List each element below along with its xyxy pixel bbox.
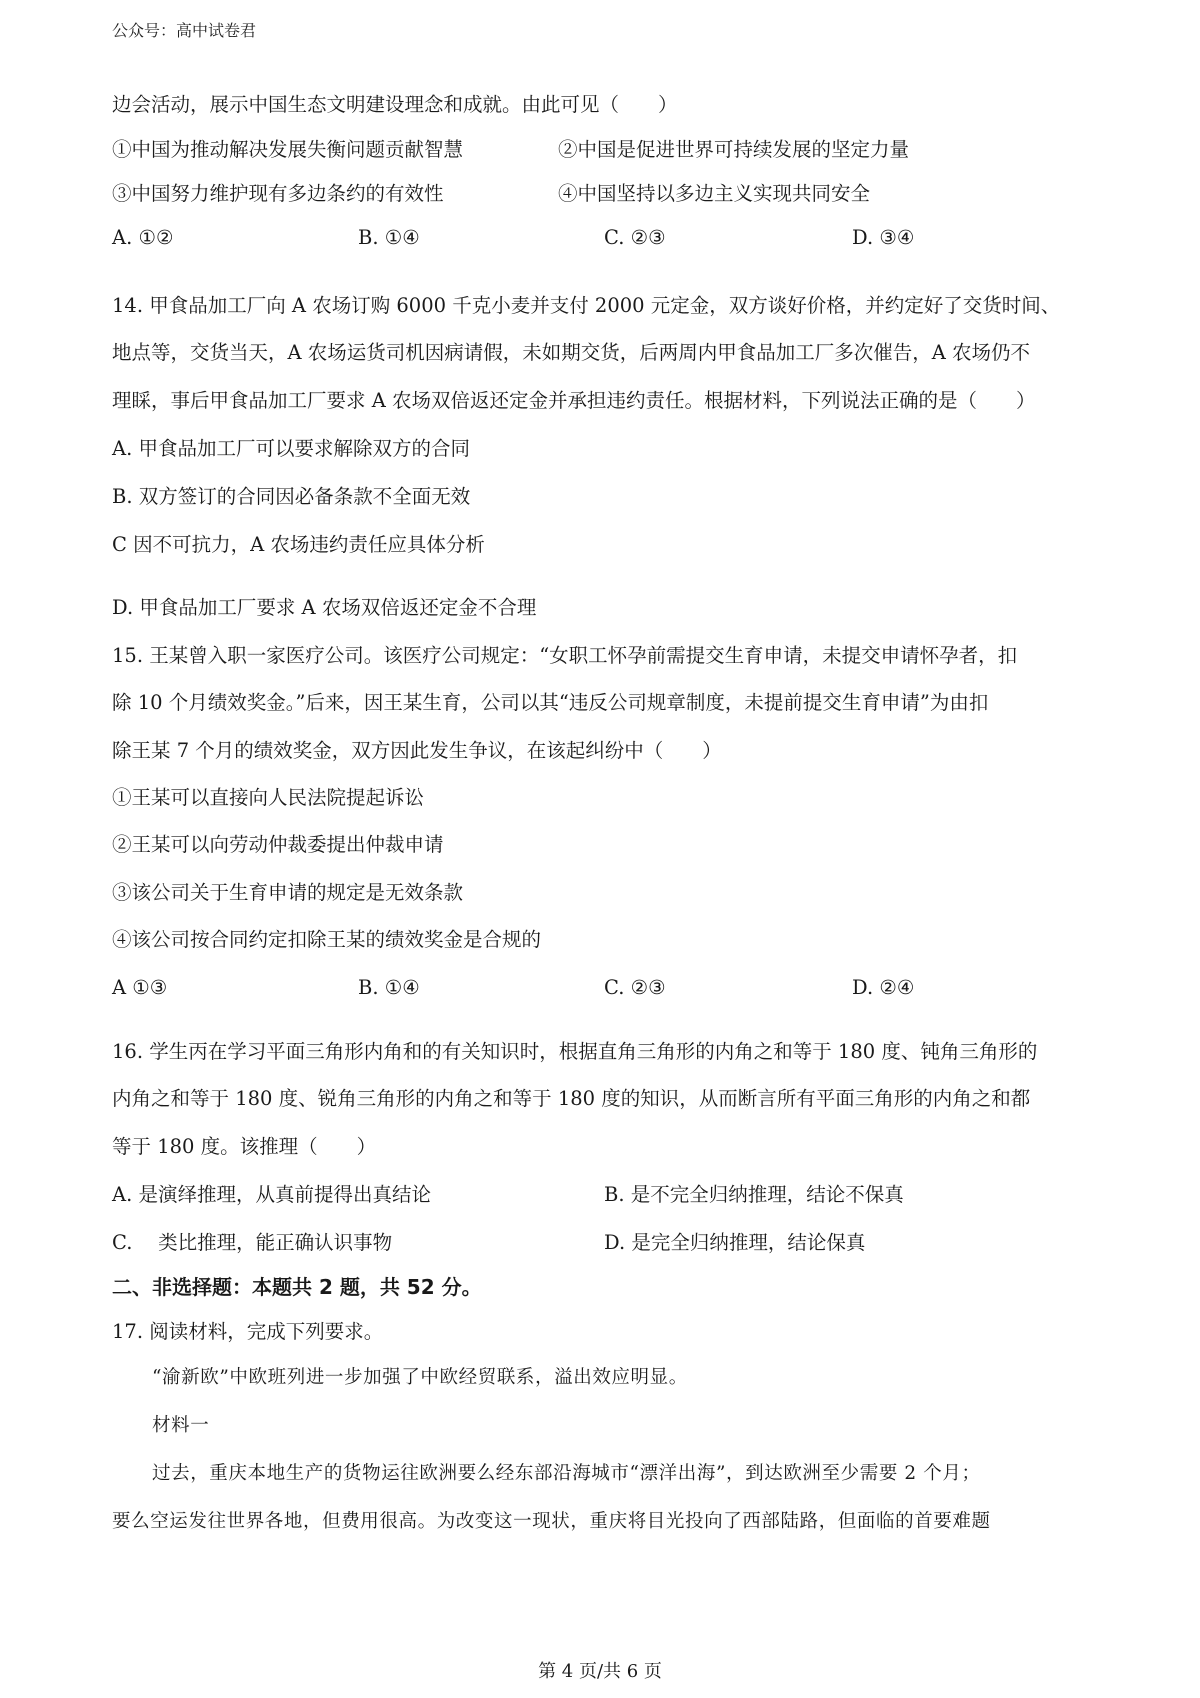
material-line: 要么空运发往世界各地，但费用很高。为改变这一现状，重庆将目光投向了西部陆路，但面临的首要难题 [112,1511,991,1532]
q13-option-b: B. ①④ [358,226,420,249]
q13-statement: ④中国坚持以多边主义实现共同安全 [558,182,871,205]
q15-option-b: B. ①④ [358,976,420,999]
q14-option-d: D. 甲食品加工厂要求 A 农场双倍返还定金不合理 [112,596,537,619]
q16-stem-line: 16. 学生丙在学习平面三角形内角和的有关知识时，根据直角三角形的内角之和等于 180 度、钝角三角形的 [112,1040,1038,1063]
q16-stem-line: 内角之和等于 180 度、锐角三角形的内角之和等于 180 度的知识，从而断言所有平面三角形的内角之和都 [112,1087,1031,1110]
q14-stem-line: 地点等，交货当天，A 农场运货司机因病请假，未如期交货，后两周内甲食品加工厂多次催告，A 农场仍不 [112,341,1031,364]
q17-intro: “渝新欧”中欧班列进一步加强了中欧经贸联系，溢出效应明显。 [152,1367,688,1388]
q13-option-a: A. ①② [112,226,174,249]
material-label: 材料一 [152,1415,210,1436]
q15-option-a: A ①③ [112,976,168,999]
q15-stem-line: 除王某 7 个月的绩效奖金，双方因此发生争议，在该起纠纷中（ ） [112,739,722,762]
q13-stem-tail: 边会活动，展示中国生态文明建设理念和成就。由此可见（ ） [112,93,678,116]
material-line: 过去，重庆本地生产的货物运往欧洲要么经东部沿海城市“漂洋出海”，到达欧洲至少需要 2 个月； [152,1463,981,1484]
q16-option-d: D. 是完全归纳推理，结论保真 [604,1231,866,1254]
q16-option-b: B. 是不完全归纳推理，结论不保真 [604,1183,904,1206]
q15-statement: ②王某可以向劳动仲裁委提出仲裁申请 [112,833,444,856]
source-header: 公众号：高中试卷君 [112,21,257,40]
q15-statement: ③该公司关于生育申请的规定是无效条款 [112,881,464,904]
q14-stem-line: 14. 甲食品加工厂向 A 农场订购 6000 千克小麦并支付 2000 元定金，双方谈好价格，并约定好了交货时间、 [112,294,1061,317]
q15-stem-line: 除 10 个月绩效奖金。”后来，因王某生育，公司以其“违反公司规章制度，未提前提交生育申请”为由扣 [112,691,989,714]
q15-option-d: D. ②④ [852,976,915,999]
section-heading: 二、非选择题：本题共 2 题，共 52 分。 [112,1275,482,1299]
q15-stem-line: 15. 王某曾入职一家医疗公司。该医疗公司规定：“女职工怀孕前需提交生育申请，未提交申请怀孕者，扣 [112,644,1018,667]
q16-option-a: A. 是演绎推理，从真前提得出真结论 [112,1183,431,1206]
q13-option-d: D. ③④ [852,226,915,249]
q14-stem-line: 理睬，事后甲食品加工厂要求 A 农场双倍返还定金并承担违约责任。根据材料，下列说法正确的是（ ） [112,389,1036,412]
q17-prompt: 17. 阅读材料，完成下列要求。 [112,1320,384,1343]
q13-statement: ②中国是促进世界可持续发展的坚定力量 [558,138,910,161]
q14-option-b: B. 双方签订的合同因必备条款不全面无效 [112,485,471,508]
q15-statement: ④该公司按合同约定扣除王某的绩效奖金是合规的 [112,928,542,951]
q16-option-c: C. 类比推理，能正确认识事物 [112,1231,393,1254]
q13-option-c: C. ②③ [604,226,666,249]
q14-option-c: C 因不可抗力，A 农场违约责任应具体分析 [112,533,485,556]
q13-statement: ①中国为推动解决发展失衡问题贡献智慧 [112,138,464,161]
page-number: 第 4 页/共 6 页 [538,1661,662,1682]
q13-statement: ③中国努力维护现有多边条约的有效性 [112,182,444,205]
q16-stem-line: 等于 180 度。该推理（ ） [112,1135,377,1158]
q15-statement: ①王某可以直接向人民法院提起诉讼 [112,786,425,809]
q14-option-a: A. 甲食品加工厂可以要求解除双方的合同 [112,437,470,460]
q15-option-c: C. ②③ [604,976,666,999]
